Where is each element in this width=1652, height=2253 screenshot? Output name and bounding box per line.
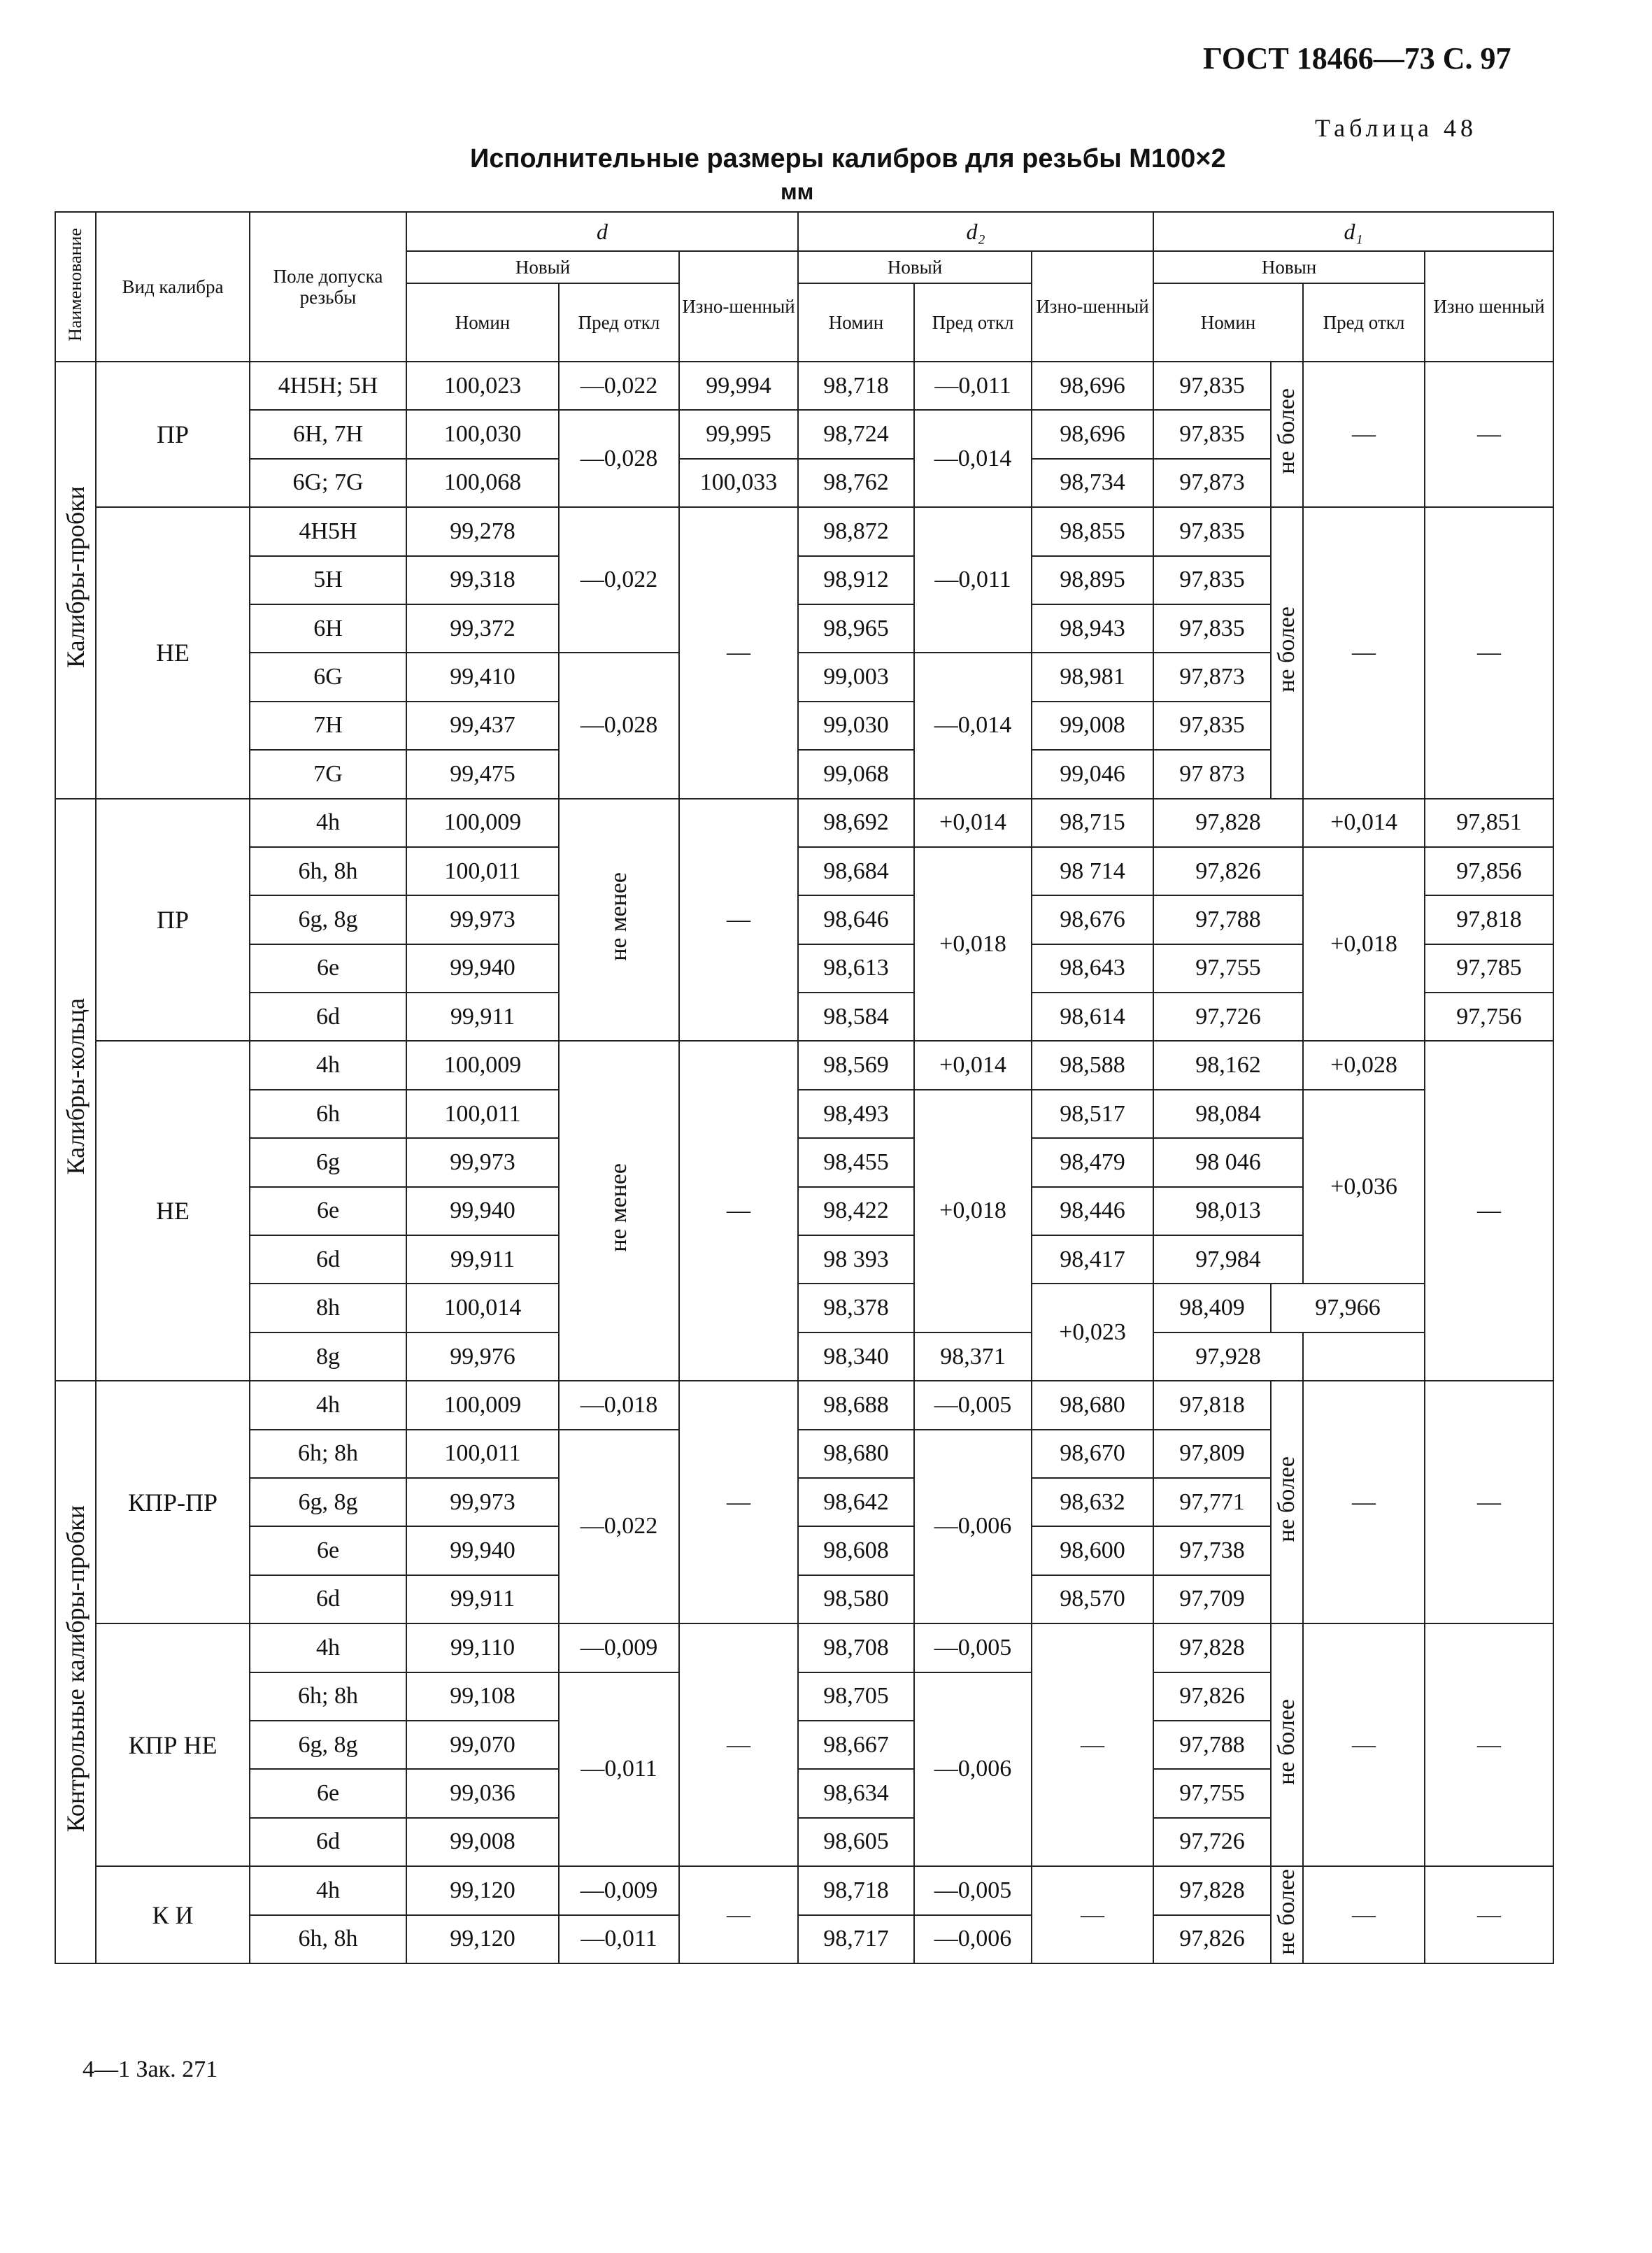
table-row bbox=[55, 1041, 1553, 1089]
d2-nominal-header: Номин bbox=[798, 283, 914, 362]
d-deviation: —0,011 bbox=[559, 1672, 679, 1867]
d-nominal: 99,940 bbox=[406, 1187, 559, 1235]
d-nominal: 99,120 bbox=[406, 1866, 559, 1914]
not-less-note: не менее bbox=[559, 1041, 679, 1381]
d-nominal: 99,278 bbox=[406, 507, 559, 555]
d2-deviation-header: Пред откл bbox=[914, 283, 1032, 362]
d2-worn: 98,517 bbox=[1032, 1090, 1153, 1138]
d2-nominal: 98,718 bbox=[798, 362, 914, 410]
table-row bbox=[55, 1623, 1553, 1672]
d1-nominal: 97,828 bbox=[1153, 1866, 1271, 1914]
d1-nominal: 98 046 bbox=[1153, 1138, 1303, 1186]
d1-deviation: +0,018 bbox=[1303, 847, 1425, 1042]
dash: — bbox=[679, 1866, 798, 1963]
tolerance-field: 6h, 8h bbox=[250, 1915, 406, 1963]
tolerance-field: 4h bbox=[250, 1866, 406, 1914]
dash: — bbox=[1303, 362, 1425, 507]
d-new-header: Новый bbox=[406, 251, 679, 283]
d2-worn: 98,676 bbox=[1032, 895, 1153, 944]
d1-nominal: 97,873 bbox=[1153, 653, 1271, 701]
d2-nominal: 98,680 bbox=[798, 1430, 914, 1478]
d1-nominal: 97,835 bbox=[1153, 507, 1271, 555]
d1-header: d₁ bbox=[1153, 212, 1553, 251]
table-row bbox=[55, 1090, 1553, 1138]
d2-worn: 98,371 bbox=[914, 1332, 1032, 1381]
d2-nominal: 98,692 bbox=[798, 799, 914, 847]
table-title: Исполнительные размеры калибров для резьбы М100×2 bbox=[470, 144, 1226, 173]
d2-nominal: 98,688 bbox=[798, 1381, 914, 1429]
d1-nominal: 97,738 bbox=[1153, 1526, 1271, 1575]
tolerance-field: 6g, 8g bbox=[250, 1478, 406, 1526]
dash: — bbox=[1303, 507, 1425, 798]
not-more-note: не более bbox=[1271, 362, 1303, 507]
table-row bbox=[55, 847, 1553, 895]
d2-deviation: —0,005 bbox=[914, 1866, 1032, 1914]
d1-nominal: 97,835 bbox=[1153, 556, 1271, 604]
table-row bbox=[55, 507, 1553, 555]
d1-nominal: 97,984 bbox=[1153, 1235, 1303, 1284]
tolerance-field: 6g bbox=[250, 1138, 406, 1186]
tolerance-field: 4h bbox=[250, 1381, 406, 1429]
d-worn-header: Изно-шенный bbox=[679, 251, 798, 362]
tolerance-field: 5H bbox=[250, 556, 406, 604]
d2-nominal: 98,718 bbox=[798, 1866, 914, 1914]
d-deviation: —0,022 bbox=[559, 362, 679, 410]
d-nominal: 99,008 bbox=[406, 1818, 559, 1866]
d1-worn: 97,856 bbox=[1425, 847, 1553, 895]
d-nominal: 100,009 bbox=[406, 1381, 559, 1429]
d2-worn: 98 714 bbox=[1032, 847, 1153, 895]
d-deviation: —0,011 bbox=[559, 1915, 679, 1963]
d2-worn: 98,409 bbox=[1153, 1284, 1271, 1332]
d-nominal: 100,023 bbox=[406, 362, 559, 410]
not-more-note: не более bbox=[1271, 1381, 1303, 1623]
d2-worn: 98,855 bbox=[1032, 507, 1153, 555]
table-header bbox=[55, 212, 1553, 362]
d-nominal: 99,108 bbox=[406, 1672, 559, 1721]
d2-nominal: 98,340 bbox=[798, 1332, 914, 1381]
gauge-kind: КПР НЕ bbox=[96, 1623, 250, 1866]
table-row bbox=[55, 1866, 1553, 1914]
dash: — bbox=[1425, 507, 1553, 798]
d2-worn: 98,696 bbox=[1032, 410, 1153, 458]
not-more-note: не более bbox=[1271, 1623, 1303, 1866]
dash: — bbox=[1032, 1623, 1153, 1866]
group-label: Контрольные калибры-пробки bbox=[55, 1381, 96, 1963]
d2-nominal: 98,965 bbox=[798, 604, 914, 653]
tolerance-field: 6g, 8g bbox=[250, 1721, 406, 1769]
table-row bbox=[55, 1381, 1553, 1429]
d2-worn: 98,600 bbox=[1032, 1526, 1153, 1575]
d2-worn: 98,981 bbox=[1032, 653, 1153, 701]
table-number: Таблица 48 bbox=[1315, 114, 1477, 142]
d-nominal: 100,014 bbox=[406, 1284, 559, 1332]
d2-worn: 98,715 bbox=[1032, 799, 1153, 847]
group-label: Калибры-кольца bbox=[55, 799, 96, 1381]
table-row bbox=[55, 362, 1553, 410]
d-deviation: —0,018 bbox=[559, 1381, 679, 1429]
d-nominal: 99,110 bbox=[406, 1623, 559, 1672]
d1-nominal: 97,788 bbox=[1153, 895, 1303, 944]
gauge-kind: КПР-ПР bbox=[96, 1381, 250, 1623]
kind-header: Вид калибра bbox=[96, 212, 250, 362]
tolerance-field: 8h bbox=[250, 1284, 406, 1332]
d-nominal: 100,009 bbox=[406, 1041, 559, 1089]
d-nominal: 100,011 bbox=[406, 1090, 559, 1138]
tolerance-field: 4h bbox=[250, 1041, 406, 1089]
d2-worn: 98,632 bbox=[1032, 1478, 1153, 1526]
d1-deviation-header: Пред откл bbox=[1303, 283, 1425, 362]
d2-nominal: 98,724 bbox=[798, 410, 914, 458]
d1-worn-header: Изно шенный bbox=[1425, 251, 1553, 362]
tolerance-field: 4h bbox=[250, 799, 406, 847]
d2-nominal: 98,378 bbox=[798, 1284, 914, 1332]
d2-nominal: 98,493 bbox=[798, 1090, 914, 1138]
d2-new-header: Новый bbox=[798, 251, 1032, 283]
dash: — bbox=[679, 507, 798, 798]
tolerance-field: 8g bbox=[250, 1332, 406, 1381]
d2-worn: 98,680 bbox=[1032, 1381, 1153, 1429]
tolerance-field: 6e bbox=[250, 1769, 406, 1817]
d2-header: d₂ bbox=[798, 212, 1153, 251]
dash: — bbox=[1425, 1866, 1553, 1963]
d-nominal: 99,410 bbox=[406, 653, 559, 701]
d1-new-header: Новын bbox=[1153, 251, 1425, 283]
tolerance-field: 6H, 7H bbox=[250, 410, 406, 458]
gauge-kind: К И bbox=[96, 1866, 250, 1963]
tolerance-field: 6h; 8h bbox=[250, 1672, 406, 1721]
tolerance-field: 7H bbox=[250, 702, 406, 750]
d1-nominal: 97,809 bbox=[1153, 1430, 1271, 1478]
dash: — bbox=[679, 799, 798, 1042]
d1-nominal: 98,162 bbox=[1153, 1041, 1303, 1089]
d2-worn: 99,046 bbox=[1032, 750, 1153, 798]
d2-worn: 98,670 bbox=[1032, 1430, 1153, 1478]
d2-worn: 98,570 bbox=[1032, 1575, 1153, 1623]
d-nominal: 99,911 bbox=[406, 1575, 559, 1623]
d1-nominal: 97,835 bbox=[1153, 410, 1271, 458]
tolerance-field: 6d bbox=[250, 1575, 406, 1623]
d1-nominal: 97,788 bbox=[1153, 1721, 1271, 1769]
d1-nominal: 97,726 bbox=[1153, 1818, 1271, 1866]
d2-nominal: 99,068 bbox=[798, 750, 914, 798]
d1-nominal: 97,826 bbox=[1153, 1672, 1271, 1721]
d2-worn: 98,417 bbox=[1032, 1235, 1153, 1284]
d2-nominal: 98,584 bbox=[798, 993, 914, 1041]
d2-nominal: 98,705 bbox=[798, 1672, 914, 1721]
d-nominal: 100,030 bbox=[406, 410, 559, 458]
d2-worn-header: Изно-шенный bbox=[1032, 251, 1153, 362]
d-nominal: 99,437 bbox=[406, 702, 559, 750]
gauge-kind: НЕ bbox=[96, 507, 250, 798]
d2-worn: 99,008 bbox=[1032, 702, 1153, 750]
units-label: мм bbox=[781, 179, 814, 204]
d2-nominal: 98,455 bbox=[798, 1138, 914, 1186]
tolerance-field: 6G bbox=[250, 653, 406, 701]
d-deviation: —0,028 bbox=[559, 410, 679, 507]
d1-nominal: 97,928 bbox=[1153, 1332, 1303, 1381]
d2-nominal: 98,642 bbox=[798, 1478, 914, 1526]
d-nominal: 100,009 bbox=[406, 799, 559, 847]
d-nominal: 99,911 bbox=[406, 1235, 559, 1284]
table-row bbox=[55, 1284, 1553, 1332]
d1-nominal: 97,771 bbox=[1153, 1478, 1271, 1526]
tolerance-field: 6H bbox=[250, 604, 406, 653]
tolerance-field: 4H5H; 5H bbox=[250, 362, 406, 410]
dash: — bbox=[1425, 362, 1553, 507]
d1-nominal: 97,709 bbox=[1153, 1575, 1271, 1623]
d2-deviation: +0,023 bbox=[1032, 1284, 1153, 1381]
tolerance-field: 6h, 8h bbox=[250, 847, 406, 895]
d2-worn: 98,614 bbox=[1032, 993, 1153, 1041]
d2-worn: 98,588 bbox=[1032, 1041, 1153, 1089]
d2-nominal: 98,608 bbox=[798, 1526, 914, 1575]
d2-deviation: —0,014 bbox=[914, 410, 1032, 507]
d2-worn: 98,696 bbox=[1032, 362, 1153, 410]
d1-nominal: 98,084 bbox=[1153, 1090, 1303, 1138]
d1-nominal: 97,755 bbox=[1153, 1769, 1271, 1817]
d-nominal: 99,372 bbox=[406, 604, 559, 653]
d2-nominal: 98,605 bbox=[798, 1818, 914, 1866]
name-header: Наименование bbox=[55, 212, 96, 362]
d-nominal: 99,070 bbox=[406, 1721, 559, 1769]
tolerance-field: 6G; 7G bbox=[250, 459, 406, 507]
d1-nominal-header: Номин bbox=[1153, 283, 1303, 362]
d1-nominal: 97,818 bbox=[1153, 1381, 1271, 1429]
dash: — bbox=[1425, 1381, 1553, 1623]
d-nominal: 99,940 bbox=[406, 944, 559, 993]
d2-nominal: 98,569 bbox=[798, 1041, 914, 1089]
d-nominal: 99,036 bbox=[406, 1769, 559, 1817]
d2-nominal: 98,762 bbox=[798, 459, 914, 507]
d2-deviation: —0,014 bbox=[914, 653, 1032, 798]
d2-deviation: +0,018 bbox=[914, 1090, 1032, 1332]
d-deviation: —0,009 bbox=[559, 1623, 679, 1672]
d1-nominal: 97,966 bbox=[1271, 1284, 1425, 1332]
d-nominal: 99,976 bbox=[406, 1332, 559, 1381]
tolerance-field: 6e bbox=[250, 1187, 406, 1235]
d-deviation: —0,028 bbox=[559, 653, 679, 798]
d2-deviation: +0,014 bbox=[914, 1041, 1032, 1089]
d-nominal: 99,973 bbox=[406, 895, 559, 944]
tolerance-field: 6d bbox=[250, 1818, 406, 1866]
not-more-note: не более bbox=[1271, 1866, 1303, 1963]
d2-nominal: 98,667 bbox=[798, 1721, 914, 1769]
tolerance-field: 6e bbox=[250, 1526, 406, 1575]
d-nominal: 99,973 bbox=[406, 1138, 559, 1186]
dash: — bbox=[679, 1623, 798, 1866]
not-more-note: не более bbox=[1271, 507, 1303, 798]
gauge-dimensions-table bbox=[55, 211, 1554, 1964]
d2-deviation: —0,005 bbox=[914, 1623, 1032, 1672]
d-nominal: 99,120 bbox=[406, 1915, 559, 1963]
dash: — bbox=[679, 1041, 798, 1381]
d1-deviation: +0,028 bbox=[1303, 1041, 1425, 1089]
d1-deviation: +0,014 bbox=[1303, 799, 1425, 847]
dash: — bbox=[1425, 1041, 1553, 1381]
d1-nominal: 97,835 bbox=[1153, 702, 1271, 750]
not-less-note: не менее bbox=[559, 799, 679, 1042]
d2-worn: 98,446 bbox=[1032, 1187, 1153, 1235]
table-row bbox=[55, 799, 1553, 847]
d-nominal: 99,973 bbox=[406, 1478, 559, 1526]
d2-nominal: 99,003 bbox=[798, 653, 914, 701]
tolerance-field: 7G bbox=[250, 750, 406, 798]
tolerance-field: 6e bbox=[250, 944, 406, 993]
standard-header: ГОСТ 18466—73 С. 97 bbox=[1203, 41, 1511, 76]
d2-deviation: +0,014 bbox=[914, 799, 1032, 847]
d2-nominal: 98,580 bbox=[798, 1575, 914, 1623]
table-body bbox=[55, 362, 1553, 1963]
d2-nominal: 98,684 bbox=[798, 847, 914, 895]
d1-nominal: 97,873 bbox=[1153, 459, 1271, 507]
d1-worn: 97,818 bbox=[1425, 895, 1553, 944]
d1-worn: 97,851 bbox=[1425, 799, 1553, 847]
d1-nominal: 97,828 bbox=[1153, 1623, 1271, 1672]
d-nominal-header: Номин bbox=[406, 283, 559, 362]
dash: — bbox=[1032, 1866, 1153, 1963]
dash: — bbox=[1303, 1623, 1425, 1866]
d1-deviation: +0,036 bbox=[1303, 1090, 1425, 1284]
gauge-kind: ПР bbox=[96, 362, 250, 507]
d2-nominal: 99,030 bbox=[798, 702, 914, 750]
d1-nominal: 97,835 bbox=[1153, 604, 1271, 653]
d2-deviation: —0,006 bbox=[914, 1915, 1032, 1963]
tolerance-header: Поле допуска резьбы bbox=[250, 212, 406, 362]
d2-nominal: 98,717 bbox=[798, 1915, 914, 1963]
dash: — bbox=[1303, 1381, 1425, 1623]
d-nominal: 99,475 bbox=[406, 750, 559, 798]
tolerance-field: 6d bbox=[250, 993, 406, 1041]
d1-worn: 97,756 bbox=[1425, 993, 1553, 1041]
d2-nominal: 98,872 bbox=[798, 507, 914, 555]
d-worn: 99,994 bbox=[679, 362, 798, 410]
d1-nominal: 97,826 bbox=[1153, 1915, 1271, 1963]
d-nominal: 100,011 bbox=[406, 847, 559, 895]
d2-worn: 98,643 bbox=[1032, 944, 1153, 993]
d-nominal: 99,940 bbox=[406, 1526, 559, 1575]
d1-nominal: 97,835 bbox=[1153, 362, 1271, 410]
d-deviation: —0,022 bbox=[559, 507, 679, 653]
d2-nominal: 98,634 bbox=[798, 1769, 914, 1817]
d2-nominal: 98,912 bbox=[798, 556, 914, 604]
tolerance-field: 6h bbox=[250, 1090, 406, 1138]
gauge-kind: ПР bbox=[96, 799, 250, 1042]
d-deviation: —0,022 bbox=[559, 1430, 679, 1624]
d1-nominal: 97,755 bbox=[1153, 944, 1303, 993]
d-nominal: 100,011 bbox=[406, 1430, 559, 1478]
d1-worn: 97,785 bbox=[1425, 944, 1553, 993]
d2-worn: 98,895 bbox=[1032, 556, 1153, 604]
d2-deviation: —0,011 bbox=[914, 507, 1032, 653]
page-footer: 4—1 Зак. 271 bbox=[83, 2056, 218, 2082]
d2-nominal: 98,422 bbox=[798, 1187, 914, 1235]
d2-worn: 98,479 bbox=[1032, 1138, 1153, 1186]
d2-deviation: —0,005 bbox=[914, 1381, 1032, 1429]
tolerance-field: 6g, 8g bbox=[250, 895, 406, 944]
d-nominal: 100,068 bbox=[406, 459, 559, 507]
d-header: d bbox=[406, 212, 798, 251]
dash: — bbox=[1303, 1866, 1425, 1963]
d2-nominal: 98,646 bbox=[798, 895, 914, 944]
d2-deviation: —0,006 bbox=[914, 1672, 1032, 1867]
d1-nominal: 98,013 bbox=[1153, 1187, 1303, 1235]
d2-worn: 98,943 bbox=[1032, 604, 1153, 653]
d2-deviation: —0,006 bbox=[914, 1430, 1032, 1624]
d-worn: 100,033 bbox=[679, 459, 798, 507]
d2-deviation: —0,011 bbox=[914, 362, 1032, 410]
group-label: Калибры-пробки bbox=[55, 362, 96, 799]
d1-nominal: 97,826 bbox=[1153, 847, 1303, 895]
d-deviation-header: Пред откл bbox=[559, 283, 679, 362]
d1-nominal: 97,726 bbox=[1153, 993, 1303, 1041]
d-worn: 99,995 bbox=[679, 410, 798, 458]
tolerance-field: 4h bbox=[250, 1623, 406, 1672]
d2-nominal: 98 393 bbox=[798, 1235, 914, 1284]
d-nominal: 99,318 bbox=[406, 556, 559, 604]
d2-deviation: +0,018 bbox=[914, 847, 1032, 1042]
gauge-kind: НЕ bbox=[96, 1041, 250, 1381]
tolerance-field: 4H5H bbox=[250, 507, 406, 555]
d2-worn: 98,734 bbox=[1032, 459, 1153, 507]
tolerance-field: 6h; 8h bbox=[250, 1430, 406, 1478]
table-row bbox=[55, 1332, 1553, 1381]
d1-nominal: 97 873 bbox=[1153, 750, 1271, 798]
tolerance-field: 6d bbox=[250, 1235, 406, 1284]
d-nominal: 99,911 bbox=[406, 993, 559, 1041]
d1-nominal: 97,828 bbox=[1153, 799, 1303, 847]
d2-nominal: 98,708 bbox=[798, 1623, 914, 1672]
dash: — bbox=[1425, 1623, 1553, 1866]
d2-nominal: 98,613 bbox=[798, 944, 914, 993]
dash: — bbox=[679, 1381, 798, 1623]
d-deviation: —0,009 bbox=[559, 1866, 679, 1914]
